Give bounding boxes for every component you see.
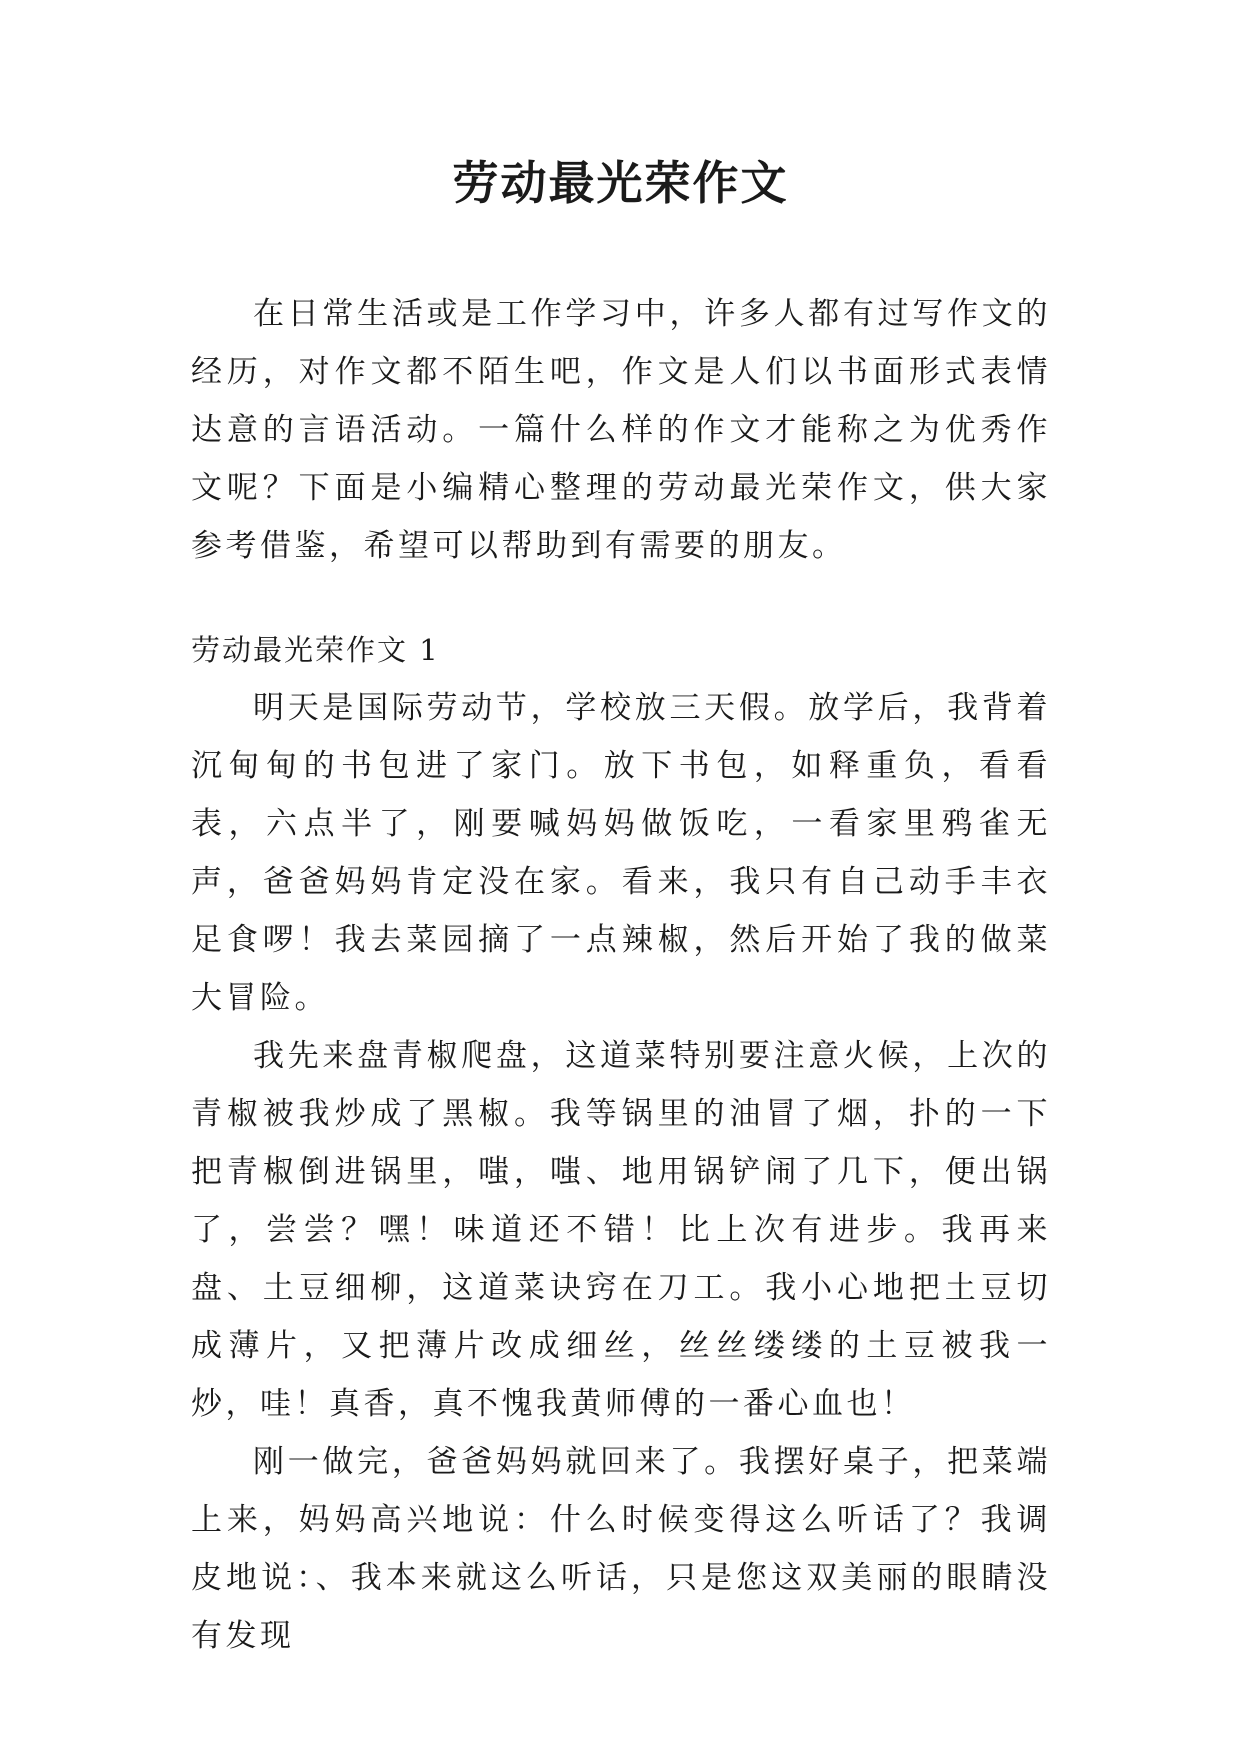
body-paragraph-2: 我先来盘青椒爬盘，这道菜特别要注意火候，上次的青椒被我炒成了黑椒。我等锅里的油冒了烟，扑的一下把青椒倒进锅里，嗤，嗤、地用锅铲闹了几下，便出锅了，尝尝？嘿！味道还不错！比上次有进步。我再来盘、土豆细柳，这道菜诀窍在刀工。我小心地把土豆切成薄片，又把薄片改成细丝，丝丝缕缕的土豆被我一炒，哇！真香，真不愧我黄师傅的一番心血也！ bbox=[191, 1038, 1051, 1422]
document-body bbox=[191, 285, 1051, 1665]
body-paragraph-3: 刚一做完，爸爸妈妈就回来了。我摆好桌子，把菜端上来，妈妈高兴地说：什么时候变得这么听话了？我调皮地说：、我本来就这么听话，只是您这双美丽的眼睛没有发现 bbox=[191, 1444, 1051, 1654]
section-heading: 劳动最光荣作文 1 bbox=[191, 633, 440, 667]
intro-paragraph: 在日常生活或是工作学习中，许多人都有过写作文的经历，对作文都不陌生吧，作文是人们以书面形式表情达意的言语活动。一篇什么样的作文才能称之为优秀作文呢？下面是小编精心整理的劳动最光荣作文，供大家参考借鉴，希望可以帮助到有需要的朋友。 bbox=[191, 296, 1051, 564]
body-paragraph-1: 明天是国际劳动节，学校放三天假。放学后，我背着沉甸甸的书包进了家门。放下书包，如释重负，看看表，六点半了，刚要喊妈妈做饭吃，一看家里鸦雀无声，爸爸妈妈肯定没在家。看来，我只有自己动手丰衣足食啰！我去菜园摘了一点辣椒，然后开始了我的做菜大冒险。 bbox=[191, 690, 1051, 1016]
document-title: 劳动最光荣作文 bbox=[452, 156, 789, 210]
